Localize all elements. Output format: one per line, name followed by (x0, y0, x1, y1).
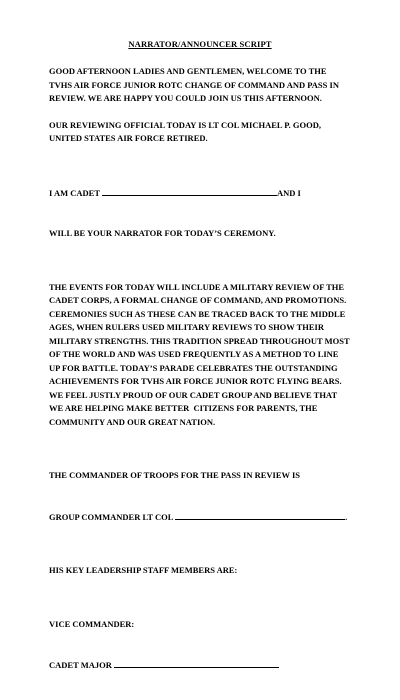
reviewing-official-paragraph: OUR REVIEWING OFFICIAL TODAY IS LT COL MICHAEL P. GOOD, UNITED STATES AIR FORCE RETIRED. (49, 119, 324, 143)
commander-name-blank[interactable] (175, 510, 348, 522)
commander-prefix: GROUP COMMANDER LT COL (49, 511, 173, 522)
commander-period: . (345, 511, 348, 522)
cadet-major-label: CADET MAJOR (49, 660, 112, 670)
commander-line-one: THE COMMANDER OF TROOPS FOR THE PASS IN REVIEW IS (49, 470, 301, 480)
cadet-major-name-blank[interactable] (114, 658, 279, 668)
narrator-suffix: AND I (276, 187, 301, 198)
cadet-name-blank[interactable] (102, 186, 277, 196)
vice-commander-block (49, 591, 351, 700)
welcome-paragraph: GOOD AFTERNOON LADIES AND GENTLEMEN, WELCOME TO THE TVHS AIR FORCE JUNIOR ROTC CHANGE OF COMMAND AND PASS IN REVIEW. WE ARE HAPPY YOU COULD JOIN US THIS AFTERNOON. (49, 66, 342, 103)
script-title: NARRATOR/ANNOUNCER SCRIPT (128, 39, 272, 49)
narrator-prefix: I AM CADET (49, 187, 100, 198)
commander-of-troops-paragraph (49, 442, 351, 551)
events-paragraph: THE EVENTS FOR TODAY WILL INCLUDE A MILITARY REVIEW OF THE CADET CORPS, A FORMAL CHANGE OF COMMAND, AND PROMOTIONS. CEREMONIES SUCH AS THESE CAN BE TRACED BACK TO THE MIDDLE AGES, WHEN RULERS USED MILITARY REVIEWS TO SHOW THEIR MILITARY STRENGTHS. THIS TRADITION SPREAD THROUGHOUT MOST OF THE WORLD AND WAS USED FREQUENTLY AS A METHOD TO LINE UP FOR BATTLE. TODAY’S PARADE CELEBRATES THE OUTSTANDING ACHIEVEMENTS FOR TVHS AIR FORCE JUNIOR ROTC FLYING BEARS. WE FEEL JUSTLY PROUD OF OUR CADET GROUP AND BELIEVE THAT WE ARE HELPING MAKE BETTER CITIZENS FOR PARENTS, THE COMMUNITY AND OUR GREAT NATION. (49, 281, 352, 427)
vice-commander-label: VICE COMMANDER: (49, 618, 135, 629)
leadership-staff-heading: HIS KEY LEADERSHIP STAFF MEMBERS ARE: (49, 565, 238, 575)
narrator-line-two: WILL BE YOUR NARRATOR FOR TODAY’S CEREMONY. (49, 228, 276, 238)
narrator-intro-paragraph (49, 159, 351, 268)
